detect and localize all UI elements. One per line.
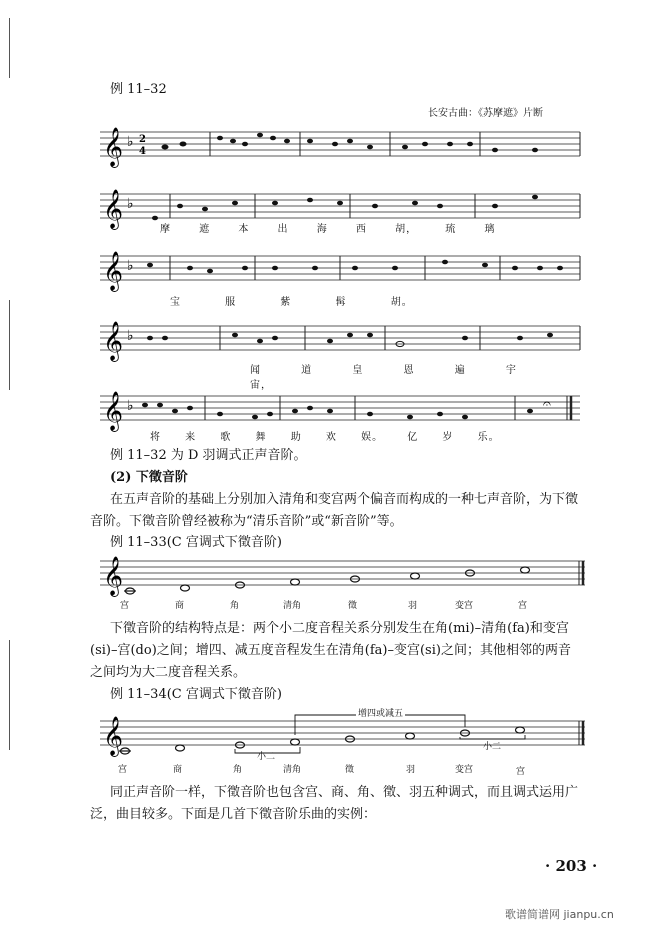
scale-note-name: 宫 [118, 765, 128, 775]
scale-note-name: 宫 [120, 601, 130, 611]
svg-text:♭: ♭ [127, 258, 134, 274]
example-label: 例 11–33(C 宫调式下徵音阶) [110, 535, 282, 550]
scale-note-name: 商 [175, 601, 185, 611]
scale-note-name: 角 [230, 601, 240, 611]
lyrics-line: 摩 遮 本 出 海 西 胡， 琉 璃 [160, 224, 496, 235]
svg-text:2: 2 [139, 134, 146, 145]
svg-text:♭: ♭ [127, 398, 134, 414]
interval-annotation: 增四或减五 [356, 706, 405, 719]
minor-second-label: 小二 [257, 752, 276, 762]
paragraph: 同正声音阶一样，下徵音阶也包含宫、商、角、徵、羽五种调式，而且调式运用广泛，曲目较多。下面是几首下徵音阶乐曲的实例： [90, 785, 579, 822]
scale-note-name: 清角 [283, 601, 302, 611]
scale-note-name: 角 [233, 765, 243, 775]
scale-note-name: 羽 [408, 601, 418, 611]
treble-clef-icon: 𝄞 [103, 127, 124, 167]
example-label: 例 11–32 [110, 82, 167, 97]
svg-text:𝄞: 𝄞 [103, 189, 124, 229]
svg-text:♭: ♭ [127, 328, 134, 344]
svg-text:𝄞: 𝄞 [103, 391, 124, 431]
scale-note-name: 徵 [345, 765, 355, 775]
scale-note-name: 变宫 [455, 601, 474, 611]
scale-note-name: 变宫 [455, 765, 474, 775]
scale-staff-annotated [95, 705, 590, 765]
svg-text:𝄞: 𝄞 [103, 716, 124, 756]
paragraph: 下徵音阶的结构特点是：两个小二度音程关系分别发生在角(mi)–清角(fa)和变宫(si)–宫(do)之间；增四、减五度音程发生在清角(fa)–变宫(si)之间；其他相邻的两音之间均为大二度音程关系。 [90, 621, 571, 680]
section-heading: (2) 下徵音阶 [110, 470, 188, 485]
staff-system [100, 194, 580, 218]
scale-note-name: 宫 [516, 767, 526, 777]
watermark: 歌谱简谱网 jianpu.cn [505, 908, 614, 921]
svg-text:𝄞: 𝄞 [103, 321, 124, 361]
page-number: · 203 · [545, 857, 598, 875]
scan-margin-mark [9, 18, 10, 78]
scan-margin-mark [9, 640, 10, 750]
example-label: 例 11–34(C 宫调式下徵音阶) [110, 687, 282, 702]
svg-text:𝄞: 𝄞 [103, 251, 124, 291]
flat-icon: ♭ [127, 134, 134, 150]
minor-second-label: 小二 [483, 742, 502, 752]
lyrics-line: 闻 道 皇 恩 遍 宇 宙， [250, 365, 517, 391]
svg-text:4: 4 [139, 146, 146, 157]
scale-staff [95, 553, 590, 603]
lyrics-line: 宝 服 紫 髯 胡。 [170, 297, 413, 308]
scale-note-name: 清角 [283, 765, 302, 775]
scale-note-name: 徵 [348, 601, 358, 611]
scale-note-name: 商 [173, 765, 183, 775]
svg-text:♭: ♭ [127, 196, 134, 212]
fermata-icon: 𝄐 [543, 396, 551, 412]
scale-note-name: 羽 [406, 765, 416, 775]
notes [162, 133, 539, 153]
music-score [95, 118, 585, 448]
lyrics-line: 将 来 歌 舞 助 欢 娱。 亿 岁 乐。 [150, 432, 500, 443]
scan-margin-mark [9, 300, 10, 390]
svg-text:𝄞: 𝄞 [103, 556, 124, 596]
caption: 例 11–32 为 D 羽调式正声音阶。 [110, 448, 307, 463]
source-note: 长安古曲：《苏摩遮》片断 [428, 108, 543, 119]
paragraph: 在五声音阶的基础上分别加入清角和变宫两个偏音而构成的一种七声音阶，为下徵音阶。下徵音阶曾经被称为“清乐音阶”或“新音阶”等。 [90, 492, 579, 529]
staff-system [100, 132, 580, 156]
scale-note-name: 宫 [518, 601, 528, 611]
